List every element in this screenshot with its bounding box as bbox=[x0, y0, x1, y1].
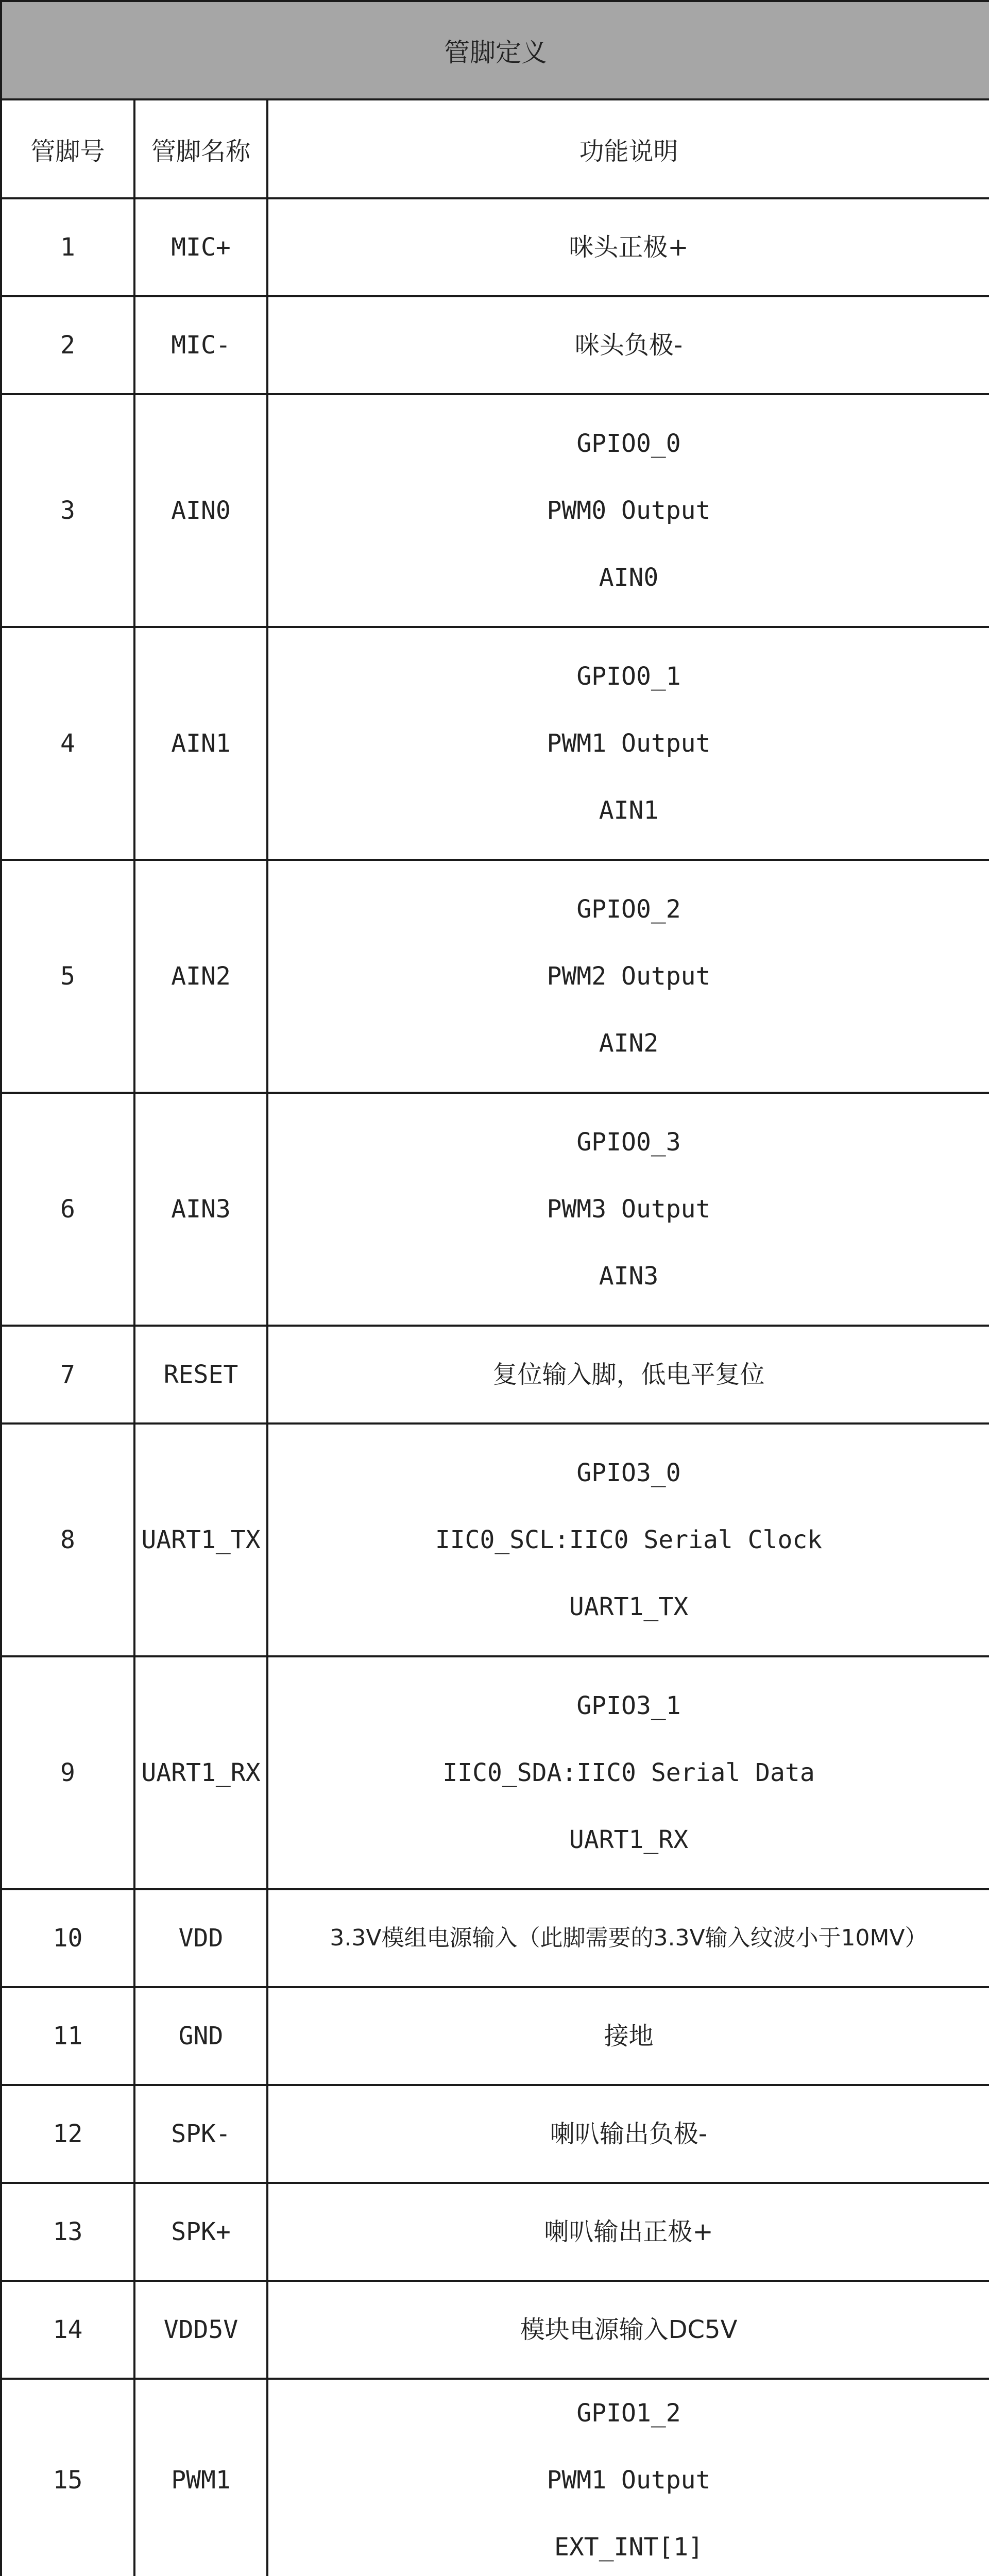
function-line: GPIO1_2 bbox=[576, 2399, 681, 2428]
pin-name-cell: GND bbox=[134, 1987, 267, 2085]
pin-number-cell: 8 bbox=[1, 1423, 134, 1656]
pin-number-cell: 12 bbox=[1, 2085, 134, 2183]
function-line: 复位输入脚，低电平复位 bbox=[492, 1360, 765, 1389]
function-line: UART1_RX bbox=[569, 1825, 689, 1854]
pin-function-cell bbox=[267, 2183, 989, 2281]
pin-name-cell: MIC- bbox=[134, 296, 267, 394]
function-line: PWM1 Output bbox=[547, 2466, 711, 2495]
table-row bbox=[1, 860, 989, 1093]
function-line: EXT_INT[1] bbox=[554, 2533, 703, 2562]
pin-rows bbox=[1, 198, 989, 2576]
pin-function-cell bbox=[267, 2281, 989, 2379]
table-row bbox=[1, 627, 989, 860]
pin-number-cell: 1 bbox=[1, 198, 134, 296]
pin-function-cell bbox=[267, 860, 989, 1093]
function-line: IIC0_SCL:IIC0 Serial Clock bbox=[435, 1526, 823, 1554]
function-line: 接地 bbox=[604, 2022, 654, 2050]
pin-name-cell: SPK+ bbox=[134, 2183, 267, 2281]
pin-name-cell: AIN2 bbox=[134, 860, 267, 1093]
pin-function-cell bbox=[267, 2085, 989, 2183]
pin-name-cell: AIN1 bbox=[134, 627, 267, 860]
pin-name-cell: UART1_RX bbox=[134, 1656, 267, 1889]
pin-number-cell: 9 bbox=[1, 1656, 134, 1889]
function-line: GPIO0_1 bbox=[576, 662, 681, 691]
function-line: AIN0 bbox=[599, 563, 659, 592]
function-line: UART1_TX bbox=[569, 1592, 689, 1621]
pin-number-cell: 10 bbox=[1, 1889, 134, 1987]
table-row bbox=[1, 1987, 989, 2085]
pin-name-cell: RESET bbox=[134, 1326, 267, 1423]
pin-name-cell: VDD bbox=[134, 1889, 267, 1987]
pin-function-cell bbox=[267, 2379, 989, 2576]
table-row bbox=[1, 198, 989, 296]
function-line: AIN3 bbox=[599, 1262, 659, 1291]
pin-name-cell: AIN3 bbox=[134, 1093, 267, 1326]
function-line: 咪头正极+ bbox=[569, 233, 689, 262]
pin-name-cell: MIC+ bbox=[134, 198, 267, 296]
table-title: 管脚定义 bbox=[1, 1, 989, 99]
function-line: 3.3V模组电源输入（此脚需要的3.3V输入纹波小于10MV） bbox=[330, 1925, 928, 1951]
pin-name-cell: SPK- bbox=[134, 2085, 267, 2183]
pin-function-cell bbox=[267, 627, 989, 860]
header-row bbox=[1, 99, 989, 198]
pin-name-cell: UART1_TX bbox=[134, 1423, 267, 1656]
pin-number-cell: 4 bbox=[1, 627, 134, 860]
pin-function-cell bbox=[267, 1987, 989, 2085]
table-row bbox=[1, 1889, 989, 1987]
function-line: GPIO0_3 bbox=[576, 1128, 681, 1157]
function-line: 模块电源输入DC5V bbox=[520, 2315, 738, 2344]
function-line: PWM0 Output bbox=[547, 496, 711, 525]
table-row bbox=[1, 2281, 989, 2379]
pin-name-cell: AIN0 bbox=[134, 394, 267, 627]
pin-name-cell: VDD5V bbox=[134, 2281, 267, 2379]
pin-number-cell: 15 bbox=[1, 2379, 134, 2576]
pin-name-cell: PWM1 bbox=[134, 2379, 267, 2576]
function-line: GPIO3_1 bbox=[576, 1691, 681, 1720]
pin-number-cell: 7 bbox=[1, 1326, 134, 1423]
function-line: 喇叭输出负极- bbox=[550, 2120, 708, 2148]
pin-function-cell bbox=[267, 1889, 989, 1987]
table-row bbox=[1, 1423, 989, 1656]
function-line: GPIO0_0 bbox=[576, 429, 681, 458]
header-pin-name: 管脚名称 bbox=[134, 99, 267, 198]
pin-function-cell bbox=[267, 1326, 989, 1423]
table-row bbox=[1, 2183, 989, 2281]
pin-function-cell bbox=[267, 1093, 989, 1326]
table-row bbox=[1, 2379, 989, 2576]
pin-function-cell bbox=[267, 1423, 989, 1656]
pin-function-cell bbox=[267, 198, 989, 296]
pin-number-cell: 14 bbox=[1, 2281, 134, 2379]
pin-function-cell bbox=[267, 296, 989, 394]
function-line: 咪头负极- bbox=[574, 331, 683, 360]
function-line: PWM3 Output bbox=[547, 1195, 711, 1224]
function-line: GPIO3_0 bbox=[576, 1459, 681, 1487]
pin-number-cell: 3 bbox=[1, 394, 134, 627]
function-line: PWM2 Output bbox=[547, 962, 711, 991]
table-row bbox=[1, 296, 989, 394]
pin-function-cell bbox=[267, 1656, 989, 1889]
table-row bbox=[1, 1093, 989, 1326]
table-row bbox=[1, 2085, 989, 2183]
table-row bbox=[1, 394, 989, 627]
pin-number-cell: 11 bbox=[1, 1987, 134, 2085]
pin-number-cell: 2 bbox=[1, 296, 134, 394]
pin-number-cell: 5 bbox=[1, 860, 134, 1093]
header-pin-number: 管脚号 bbox=[1, 99, 134, 198]
table-row bbox=[1, 1656, 989, 1889]
function-line: IIC0_SDA:IIC0 Serial Data bbox=[442, 1758, 815, 1787]
header-function: 功能说明 bbox=[267, 99, 989, 198]
pin-number-cell: 6 bbox=[1, 1093, 134, 1326]
table-row bbox=[1, 1326, 989, 1423]
title-row bbox=[1, 1, 989, 99]
pin-number-cell: 13 bbox=[1, 2183, 134, 2281]
pin-function-cell bbox=[267, 394, 989, 627]
function-line: PWM1 Output bbox=[547, 729, 711, 758]
function-line: GPIO0_2 bbox=[576, 895, 681, 924]
function-line: AIN1 bbox=[599, 796, 659, 825]
function-line: AIN2 bbox=[599, 1029, 659, 1058]
function-line: 喇叭输出正极+ bbox=[544, 2217, 713, 2246]
